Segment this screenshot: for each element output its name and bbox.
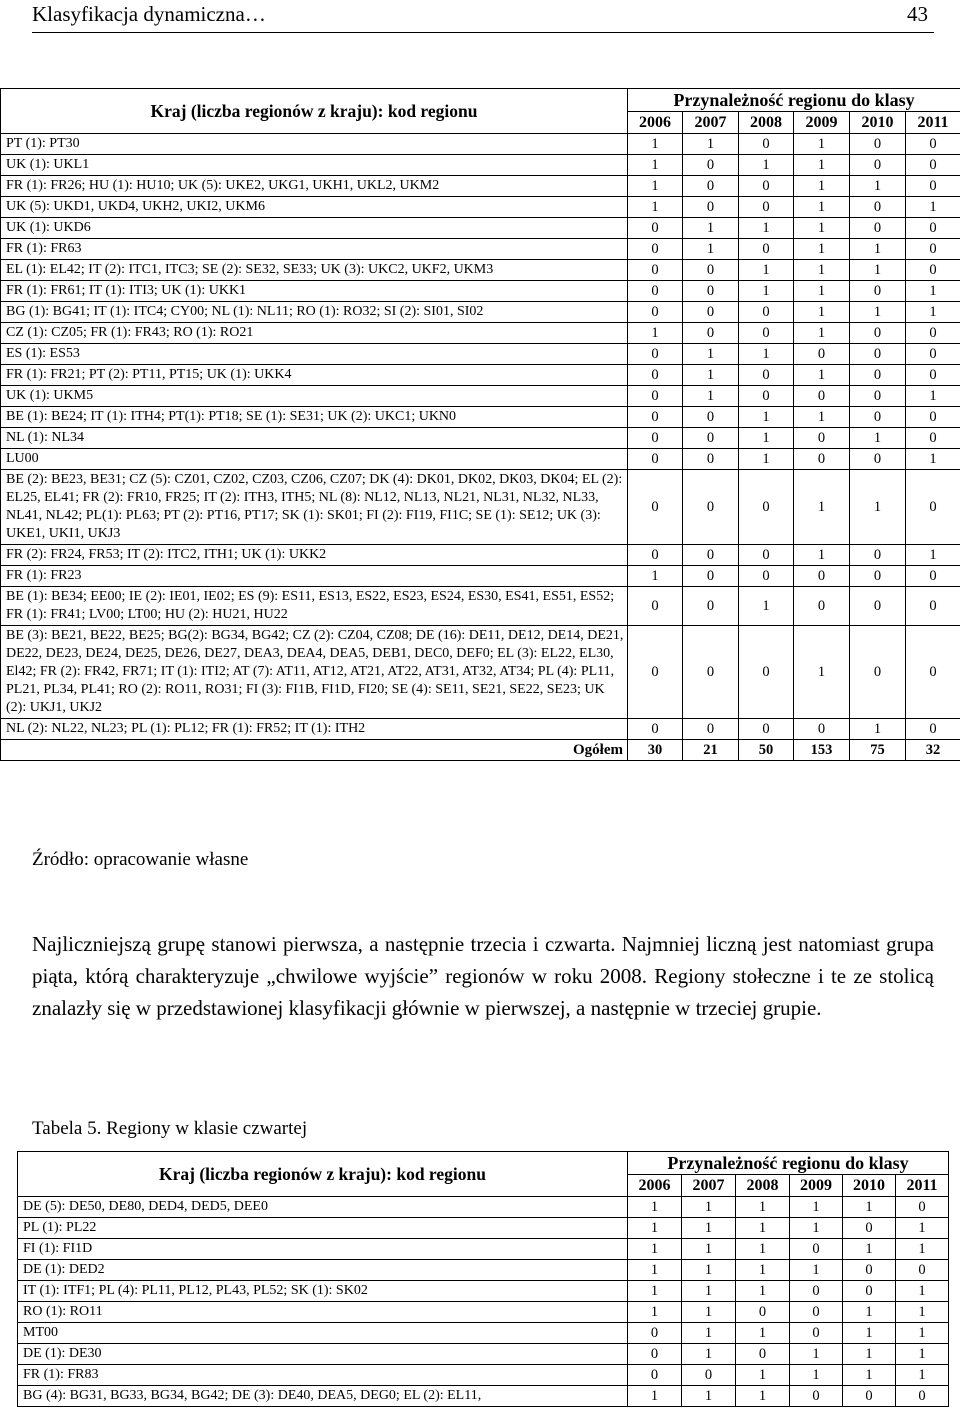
- membership-cell: 0: [628, 626, 683, 719]
- region-cell: DE (1): DED2: [18, 1260, 628, 1281]
- membership-cell: 1: [736, 1365, 790, 1386]
- membership-cell: 1: [794, 239, 850, 260]
- table-row: [18, 1281, 949, 1302]
- membership-column-header: Przynależność regionu do klasy: [628, 89, 960, 112]
- membership-cell: 0: [739, 626, 794, 719]
- membership-cell: 0: [794, 386, 850, 407]
- membership-cell: 0: [739, 386, 794, 407]
- membership-cell: 0: [906, 719, 960, 740]
- membership-cell: 0: [628, 218, 683, 239]
- page-header: [32, 0, 934, 33]
- membership-cell: 0: [739, 470, 794, 545]
- membership-cell: 0: [683, 302, 739, 323]
- membership-cell: 1: [794, 407, 850, 428]
- membership-cell: 1: [682, 1386, 736, 1407]
- year-header: 2008: [739, 112, 794, 134]
- membership-cell: 1: [896, 1281, 949, 1302]
- membership-cell: 0: [683, 197, 739, 218]
- membership-cell: 0: [850, 545, 906, 566]
- membership-cell: 0: [683, 323, 739, 344]
- classification-table-2: [17, 1151, 949, 1407]
- membership-cell: 0: [794, 428, 850, 449]
- membership-cell: 0: [906, 155, 960, 176]
- membership-cell: 1: [682, 1239, 736, 1260]
- membership-cell: 0: [850, 449, 906, 470]
- membership-cell: 0: [683, 587, 739, 626]
- membership-cell: 0: [850, 281, 906, 302]
- membership-cell: 1: [896, 1365, 949, 1386]
- membership-cell: 1: [628, 1386, 682, 1407]
- membership-cell: 0: [850, 566, 906, 587]
- membership-cell: 1: [906, 545, 960, 566]
- membership-cell: 0: [850, 155, 906, 176]
- membership-cell: 1: [683, 344, 739, 365]
- region-cell: NL (1): NL34: [1, 428, 628, 449]
- membership-cell: 0: [683, 281, 739, 302]
- membership-cell: 0: [628, 1365, 682, 1386]
- table-row: [1, 470, 960, 545]
- membership-cell: 1: [794, 281, 850, 302]
- table-row: [1, 281, 960, 302]
- membership-cell: 0: [896, 1260, 949, 1281]
- membership-cell: 1: [736, 1197, 790, 1218]
- membership-cell: 0: [736, 1302, 790, 1323]
- membership-cell: 0: [850, 587, 906, 626]
- table-row: [1, 566, 960, 587]
- membership-cell: 1: [790, 1260, 843, 1281]
- membership-cell: 1: [628, 1281, 682, 1302]
- region-cell: FI (1): FI1D: [18, 1239, 628, 1260]
- page-number: 43: [907, 2, 928, 26]
- membership-cell: 1: [794, 197, 850, 218]
- membership-cell: 0: [736, 1344, 790, 1365]
- membership-cell: 1: [739, 281, 794, 302]
- membership-cell: 1: [682, 1260, 736, 1281]
- membership-cell: 0: [906, 176, 960, 197]
- table-row: [18, 1239, 949, 1260]
- membership-cell: 0: [906, 626, 960, 719]
- membership-cell: 1: [850, 470, 906, 545]
- membership-cell: 0: [906, 134, 960, 155]
- membership-cell: 0: [850, 626, 906, 719]
- membership-cell: 1: [850, 428, 906, 449]
- region-cell: IT (1): ITF1; PL (4): PL11, PL12, PL43, PL52; SK (1): SK02: [18, 1281, 628, 1302]
- membership-cell: 1: [739, 587, 794, 626]
- year-header: 2009: [794, 112, 850, 134]
- membership-cell: 0: [906, 470, 960, 545]
- membership-cell: 1: [843, 1239, 896, 1260]
- membership-cell: 1: [794, 545, 850, 566]
- running-title: Klasyfikacja dynamiczna…: [32, 2, 266, 26]
- year-header: 2011: [906, 112, 960, 134]
- region-cell: FR (1): FR61; IT (1): ITI3; UK (1): UKK1: [1, 281, 628, 302]
- region-column-header: Kraj (liczba regionów z kraju): kod regionu: [1, 89, 628, 134]
- region-cell: CZ (1): CZ05; FR (1): FR43; RO (1): RO21: [1, 323, 628, 344]
- membership-cell: 1: [683, 386, 739, 407]
- year-header: 2008: [736, 1175, 790, 1197]
- table-row: [18, 1218, 949, 1239]
- table-row: [1, 176, 960, 197]
- membership-cell: 1: [794, 323, 850, 344]
- membership-cell: 1: [736, 1323, 790, 1344]
- membership-cell: 0: [843, 1281, 896, 1302]
- membership-cell: 0: [628, 719, 683, 740]
- membership-cell: 1: [794, 365, 850, 386]
- year-header: 2007: [682, 1175, 736, 1197]
- table-caption: Tabela 5. Regiony w klasie czwartej: [32, 1118, 308, 1139]
- membership-cell: 0: [628, 449, 683, 470]
- membership-cell: 0: [628, 260, 683, 281]
- total-label: Ogółem: [1, 740, 628, 761]
- membership-cell: 0: [739, 323, 794, 344]
- table-row: [1, 719, 960, 740]
- total-row: [1, 740, 960, 761]
- table-row: [1, 386, 960, 407]
- region-cell: BG (4): BG31, BG33, BG34, BG42; DE (3): DE40, DEA5, DEG0; EL (2): EL11,: [18, 1386, 628, 1407]
- year-header: 2010: [843, 1175, 896, 1197]
- membership-cell: 0: [843, 1218, 896, 1239]
- membership-cell: 1: [736, 1386, 790, 1407]
- membership-cell: 1: [850, 176, 906, 197]
- membership-cell: 1: [628, 176, 683, 197]
- membership-cell: 0: [683, 545, 739, 566]
- region-cell: BE (3): BE21, BE22, BE25; BG(2): BG34, BG42; CZ (2): CZ04, CZ08; DE (16): DE11, DE12, DE14, DE21, DE22, DE23, DE24, DE25, DE26, DE27, DEA3, DEA4, DEA5, DEB1, DEC0, DEF0; EL (3): EL22, EL30, El42; FR (2): FR42, FR71; IT (1): ITI2; AT (7): AT11, AT12, AT21, AT22, AT31, AT32, AT34; PL (4): PL11, PL21, PL34, PL41; RO (2): RO11, RO31; FI (3): FI1B, FI1D, FI20; SE (4): SE11, SE21, SE22, SE23; UK (2): UKJ1, UKJ2: [1, 626, 628, 719]
- membership-cell: 1: [906, 302, 960, 323]
- table-row: [1, 428, 960, 449]
- membership-cell: 0: [906, 239, 960, 260]
- membership-cell: 0: [739, 719, 794, 740]
- membership-cell: 0: [683, 428, 739, 449]
- table-row: [1, 155, 960, 176]
- region-cell: NL (2): NL22, NL23; PL (1): PL12; FR (1): FR52; IT (1): ITH2: [1, 719, 628, 740]
- year-header: 2007: [683, 112, 739, 134]
- membership-cell: 0: [739, 197, 794, 218]
- membership-cell: 0: [790, 1239, 843, 1260]
- region-cell: FR (1): FR83: [18, 1365, 628, 1386]
- membership-cell: 1: [790, 1218, 843, 1239]
- membership-cell: 0: [628, 386, 683, 407]
- membership-cell: 1: [794, 176, 850, 197]
- membership-cell: 0: [906, 428, 960, 449]
- table-row: [1, 365, 960, 386]
- membership-cell: 1: [736, 1239, 790, 1260]
- region-cell: UK (1): UKM5: [1, 386, 628, 407]
- membership-cell: 1: [896, 1302, 949, 1323]
- classification-table-1: [0, 88, 960, 761]
- total-cell: 30: [628, 740, 683, 761]
- total-cell: 21: [683, 740, 739, 761]
- membership-cell: 1: [850, 719, 906, 740]
- membership-cell: 1: [736, 1218, 790, 1239]
- membership-cell: 0: [628, 1344, 682, 1365]
- membership-cell: 1: [683, 134, 739, 155]
- membership-cell: 0: [794, 587, 850, 626]
- year-header: 2010: [850, 112, 906, 134]
- membership-cell: 0: [628, 470, 683, 545]
- membership-cell: 0: [683, 719, 739, 740]
- membership-cell: 1: [628, 1197, 682, 1218]
- membership-cell: 0: [794, 566, 850, 587]
- membership-cell: 0: [628, 1323, 682, 1344]
- membership-cell: 1: [628, 1239, 682, 1260]
- region-cell: DE (5): DE50, DE80, DED4, DED5, DEE0: [18, 1197, 628, 1218]
- region-cell: ES (1): ES53: [1, 344, 628, 365]
- membership-cell: 0: [739, 176, 794, 197]
- membership-cell: 0: [850, 323, 906, 344]
- region-cell: FR (1): FR63: [1, 239, 628, 260]
- table-row: [1, 260, 960, 281]
- region-cell: RO (1): RO11: [18, 1302, 628, 1323]
- membership-cell: 1: [850, 302, 906, 323]
- region-cell: LU00: [1, 449, 628, 470]
- membership-cell: 1: [794, 470, 850, 545]
- membership-cell: 1: [843, 1365, 896, 1386]
- table-row: [1, 197, 960, 218]
- membership-cell: 1: [843, 1302, 896, 1323]
- region-cell: UK (1): UKL1: [1, 155, 628, 176]
- membership-cell: 0: [683, 176, 739, 197]
- membership-cell: 0: [682, 1365, 736, 1386]
- membership-cell: 1: [790, 1365, 843, 1386]
- membership-cell: 0: [906, 566, 960, 587]
- membership-cell: 0: [683, 407, 739, 428]
- membership-cell: 0: [683, 155, 739, 176]
- membership-cell: 0: [739, 365, 794, 386]
- total-cell: 32: [906, 740, 960, 761]
- membership-cell: 0: [906, 323, 960, 344]
- membership-cell: 1: [843, 1197, 896, 1218]
- table-row: [1, 134, 960, 155]
- membership-cell: 0: [843, 1260, 896, 1281]
- membership-cell: 1: [683, 239, 739, 260]
- membership-cell: 0: [906, 407, 960, 428]
- membership-cell: 0: [906, 365, 960, 386]
- region-cell: BE (2): BE23, BE31; CZ (5): CZ01, CZ02, CZ03, CZ06, CZ07; DK (4): DK01, DK02, DK03, DK04; EL (2): EL25, EL41; FR (2): FR10, FR25; IT (2): ITH3, ITH5; NL (8): NL12, NL13, NL21, NL31, NL32, NL33, NL41, NL42; PL(1): PL63; PT (2): PT16, PT17; SK (1): SK01; FI (2): FI19, FI1C; SE (1): SE12; UK (3): UKE1, UKI1, UKJ3: [1, 470, 628, 545]
- membership-cell: 1: [628, 1302, 682, 1323]
- table-row: [18, 1197, 949, 1218]
- membership-cell: 1: [794, 260, 850, 281]
- membership-cell: 1: [628, 566, 683, 587]
- membership-cell: 0: [683, 260, 739, 281]
- membership-cell: 1: [682, 1218, 736, 1239]
- membership-cell: 1: [736, 1260, 790, 1281]
- membership-cell: 1: [682, 1344, 736, 1365]
- membership-cell: 0: [739, 134, 794, 155]
- region-cell: BE (1): BE34; EE00; IE (2): IE01, IE02; ES (9): ES11, ES13, ES22, ES23, ES24, ES30, ES41, ES51, ES52; FR (1): FR41; LV00; LT00; HU (2): HU21, HU22: [1, 587, 628, 626]
- table-row: [1, 218, 960, 239]
- table-row: [18, 1260, 949, 1281]
- membership-cell: 0: [739, 566, 794, 587]
- membership-cell: 1: [736, 1281, 790, 1302]
- table-row: [1, 407, 960, 428]
- membership-cell: 1: [906, 386, 960, 407]
- body-paragraph: Najliczniejszą grupę stanowi pierwsza, a następnie trzecia i czwarta. Najmniej liczną jest natomiast grupa piąta, którą charakteryzuje „chwilowe wyjście” regionów w roku 2008. Regiony stołeczne i te ze stolicą znalazły się w przedstawionej klasyfikacji głównie w pierwszej, a następnie w trzeciej grupie.: [32, 932, 934, 1020]
- region-cell: FR (1): FR21; PT (2): PT11, PT15; UK (1): UKK4: [1, 365, 628, 386]
- membership-cell: 1: [628, 155, 683, 176]
- membership-cell: 1: [739, 155, 794, 176]
- membership-cell: 0: [683, 470, 739, 545]
- membership-cell: 0: [628, 239, 683, 260]
- membership-cell: 0: [628, 428, 683, 449]
- membership-cell: 0: [683, 566, 739, 587]
- year-header: 2009: [790, 1175, 843, 1197]
- table-row: [1, 449, 960, 470]
- table-row: [1, 545, 960, 566]
- membership-cell: 1: [906, 281, 960, 302]
- membership-cell: 1: [739, 449, 794, 470]
- membership-cell: 1: [739, 260, 794, 281]
- membership-cell: 1: [896, 1323, 949, 1344]
- membership-cell: 0: [850, 218, 906, 239]
- membership-cell: 0: [896, 1197, 949, 1218]
- year-header: 2006: [628, 1175, 682, 1197]
- region-cell: UK (5): UKD1, UKD4, UKH2, UKI2, UKM6: [1, 197, 628, 218]
- membership-cell: 0: [843, 1386, 896, 1407]
- membership-cell: 0: [628, 587, 683, 626]
- region-cell: BG (1): BG41; IT (1): ITC4; CY00; NL (1): NL11; RO (1): RO32; SI (2): SI01, SI02: [1, 302, 628, 323]
- membership-cell: 1: [682, 1323, 736, 1344]
- region-cell: BE (1): BE24; IT (1): ITH4; PT(1): PT18; SE (1): SE31; UK (2): UKC1; UKN0: [1, 407, 628, 428]
- table-row: [1, 239, 960, 260]
- membership-cell: 1: [628, 134, 683, 155]
- membership-cell: 0: [906, 218, 960, 239]
- membership-cell: 0: [739, 545, 794, 566]
- total-cell: 153: [794, 740, 850, 761]
- table-row: [1, 302, 960, 323]
- membership-cell: 1: [628, 1260, 682, 1281]
- membership-cell: 1: [683, 365, 739, 386]
- membership-cell: 1: [794, 155, 850, 176]
- membership-cell: 0: [906, 344, 960, 365]
- table-row: [1, 587, 960, 626]
- membership-cell: 1: [739, 344, 794, 365]
- membership-cell: 0: [850, 344, 906, 365]
- membership-cell: 1: [906, 449, 960, 470]
- membership-cell: 0: [850, 386, 906, 407]
- membership-cell: 0: [794, 719, 850, 740]
- membership-cell: 0: [739, 302, 794, 323]
- membership-cell: 1: [843, 1323, 896, 1344]
- region-cell: PL (1): PL22: [18, 1218, 628, 1239]
- total-cell: 75: [850, 740, 906, 761]
- table-row: [18, 1386, 949, 1407]
- table-row: [18, 1365, 949, 1386]
- region-cell: MT00: [18, 1323, 628, 1344]
- membership-cell: 0: [850, 134, 906, 155]
- membership-cell: 1: [739, 428, 794, 449]
- membership-cell: 1: [906, 197, 960, 218]
- membership-cell: 1: [682, 1302, 736, 1323]
- membership-cell: 1: [794, 302, 850, 323]
- table-row: [1, 626, 960, 719]
- region-cell: FR (2): FR24, FR53; IT (2): ITC2, ITH1; UK (1): UKK2: [1, 545, 628, 566]
- membership-cell: 0: [906, 587, 960, 626]
- region-cell: DE (1): DE30: [18, 1344, 628, 1365]
- table-row: [18, 1302, 949, 1323]
- membership-cell: 0: [850, 365, 906, 386]
- membership-cell: 0: [850, 407, 906, 428]
- membership-cell: 1: [794, 218, 850, 239]
- table-row: [18, 1323, 949, 1344]
- membership-cell: 1: [850, 260, 906, 281]
- membership-cell: 0: [790, 1281, 843, 1302]
- membership-cell: 0: [628, 365, 683, 386]
- year-header: 2011: [896, 1175, 949, 1197]
- membership-cell: 0: [628, 407, 683, 428]
- membership-cell: 1: [628, 1218, 682, 1239]
- membership-cell: 1: [739, 407, 794, 428]
- region-cell: UK (1): UKD6: [1, 218, 628, 239]
- membership-cell: 1: [896, 1344, 949, 1365]
- membership-cell: 1: [682, 1197, 736, 1218]
- membership-cell: 1: [682, 1281, 736, 1302]
- region-cell: FR (1): FR26; HU (1): HU10; UK (5): UKE2, UKG1, UKH1, UKL2, UKM2: [1, 176, 628, 197]
- table-row: [18, 1344, 949, 1365]
- region-cell: FR (1): FR23: [1, 566, 628, 587]
- membership-cell: 0: [790, 1302, 843, 1323]
- total-cell: 50: [739, 740, 794, 761]
- membership-cell: 1: [628, 323, 683, 344]
- membership-cell: 1: [896, 1239, 949, 1260]
- source-note: Źródło: opracowanie własne: [32, 849, 249, 870]
- membership-column-header: Przynależność regionu do klasy: [628, 1152, 949, 1175]
- membership-cell: 0: [683, 449, 739, 470]
- region-cell: PT (1): PT30: [1, 134, 628, 155]
- membership-cell: 1: [790, 1344, 843, 1365]
- membership-cell: 0: [794, 449, 850, 470]
- membership-cell: 1: [843, 1344, 896, 1365]
- year-header: 2006: [628, 112, 683, 134]
- membership-cell: 0: [628, 302, 683, 323]
- membership-cell: 1: [739, 218, 794, 239]
- membership-cell: 1: [683, 218, 739, 239]
- membership-cell: 0: [683, 626, 739, 719]
- membership-cell: 1: [794, 626, 850, 719]
- membership-cell: 0: [790, 1323, 843, 1344]
- membership-cell: 0: [906, 260, 960, 281]
- membership-cell: 1: [790, 1197, 843, 1218]
- membership-cell: 0: [628, 545, 683, 566]
- membership-cell: 0: [790, 1386, 843, 1407]
- membership-cell: 0: [628, 344, 683, 365]
- table-row: [1, 344, 960, 365]
- membership-cell: 0: [739, 239, 794, 260]
- membership-cell: 1: [794, 134, 850, 155]
- membership-cell: 1: [896, 1218, 949, 1239]
- region-cell: EL (1): EL42; IT (2): ITC1, ITC3; SE (2): SE32, SE33; UK (3): UKC2, UKF2, UKM3: [1, 260, 628, 281]
- table-row: [1, 323, 960, 344]
- membership-cell: 0: [850, 197, 906, 218]
- membership-cell: 0: [896, 1386, 949, 1407]
- membership-cell: 1: [850, 239, 906, 260]
- membership-cell: 0: [628, 281, 683, 302]
- region-column-header: Kraj (liczba regionów z kraju): kod regionu: [18, 1152, 628, 1197]
- membership-cell: 0: [794, 344, 850, 365]
- membership-cell: 1: [628, 197, 683, 218]
